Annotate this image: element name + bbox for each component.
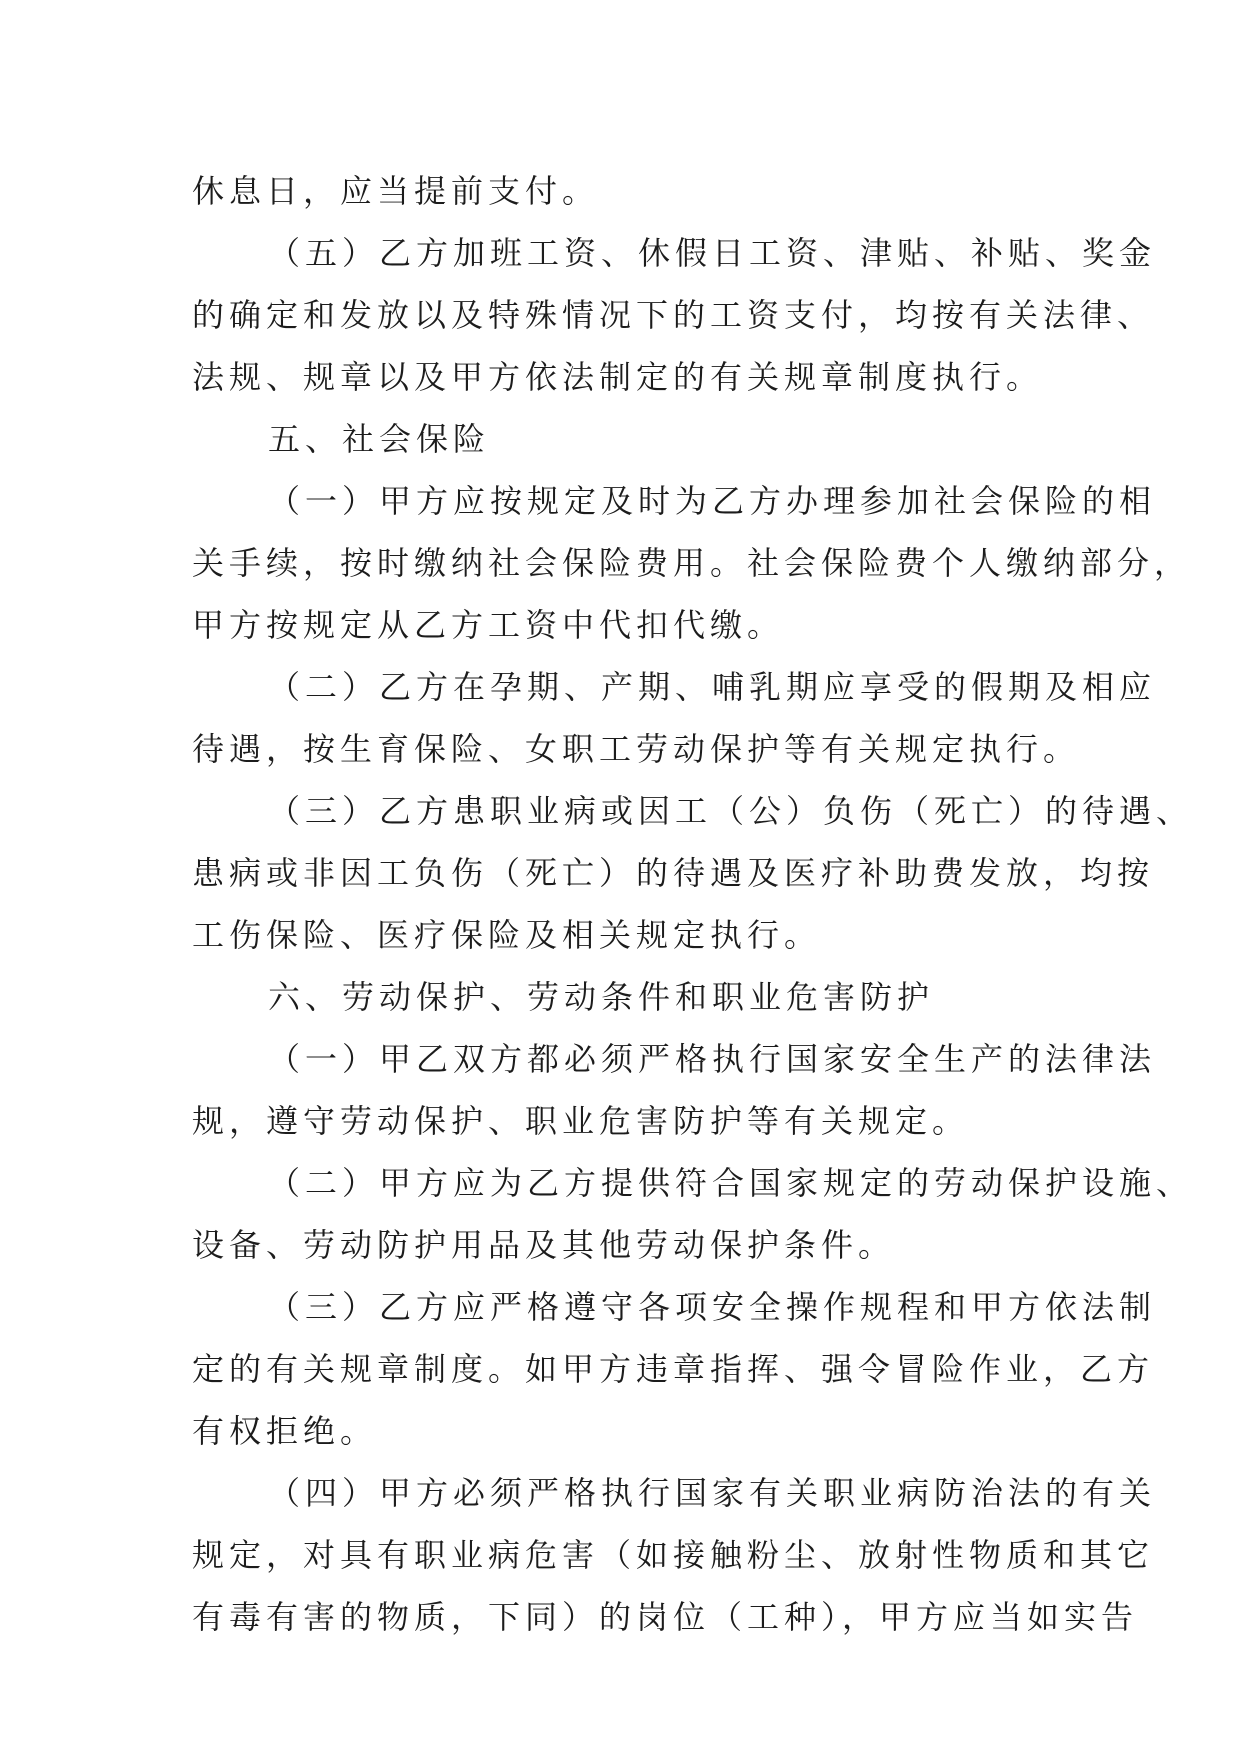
text-line: 设备、劳动防护用品及其他劳动保护条件。	[192, 1226, 896, 1264]
text-line: （二）甲方应为乙方提供符合国家规定的劳动保护设施、	[268, 1164, 1194, 1202]
text-line: 有毒有害的物质，下同）的岗位（工种），甲方应当如实告	[192, 1598, 1139, 1636]
text-line: （三）乙方应严格遵守各项安全操作规程和甲方依法制	[268, 1288, 1157, 1326]
text-line: 休息日，应当提前支付。	[192, 172, 600, 210]
text-line: （一）甲乙双方都必须严格执行国家安全生产的法律法	[268, 1040, 1157, 1078]
text-line: 的确定和发放以及特殊情况下的工资支付，均按有关法律、	[192, 296, 1155, 334]
text-line: （三）乙方患职业病或因工（公）负伤（死亡）的待遇、	[268, 792, 1194, 830]
section-heading: 五、社会保险	[268, 420, 491, 458]
text-line: 法规、规章以及甲方依法制定的有关规章制度执行。	[192, 358, 1044, 396]
text-line: 甲方按规定从乙方工资中代扣代缴。	[192, 606, 785, 644]
text-line: 定的有关规章制度。如甲方违章指挥、强令冒险作业，乙方	[192, 1350, 1155, 1388]
text-line: 待遇，按生育保险、女职工劳动保护等有关规定执行。	[192, 730, 1081, 768]
document-body	[192, 160, 1194, 1648]
text-line: 关手续，按时缴纳社会保险费用。社会保险费个人缴纳部分，	[192, 544, 1192, 582]
text-line: 规，遵守劳动保护、职业危害防护等有关规定。	[192, 1102, 970, 1140]
text-line: （五）乙方加班工资、休假日工资、津贴、补贴、奖金	[268, 234, 1157, 272]
text-line: 规定，对具有职业病危害（如接触粉尘、放射性物质和其它	[192, 1536, 1155, 1574]
text-line: 工伤保险、医疗保险及相关规定执行。	[192, 916, 822, 954]
text-line: （二）乙方在孕期、产期、哺乳期应享受的假期及相应	[268, 668, 1157, 706]
section-heading: 六、劳动保护、劳动条件和职业危害防护	[268, 978, 935, 1016]
text-line: 患病或非因工负伤（死亡）的待遇及医疗补助费发放，均按	[192, 854, 1155, 892]
text-line: （四）甲方必须严格执行国家有关职业病防治法的有关	[268, 1474, 1157, 1512]
text-line: 有权拒绝。	[192, 1412, 378, 1450]
text-line: （一）甲方应按规定及时为乙方办理参加社会保险的相	[268, 482, 1157, 520]
